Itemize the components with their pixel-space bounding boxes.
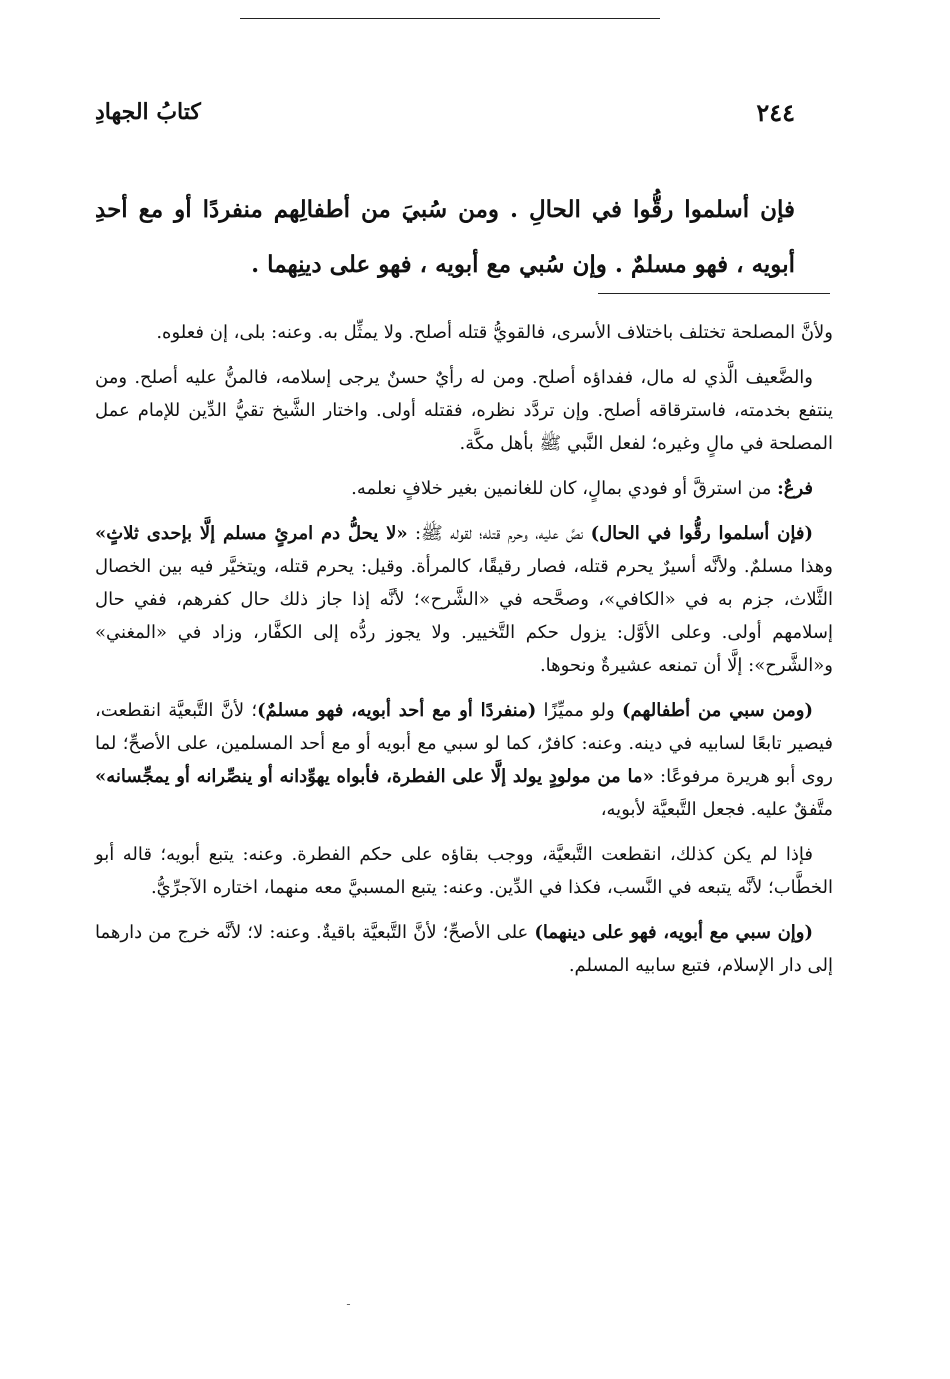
commentary-paragraph: فإذا لم يكن كذلك، انقطعت التَّبعيَّة، ووجب بقاؤه على حكم الفطرة. وعنه: يتبع أبويه؛ قاله أبو الخطَّاب؛ لأنَّه يتبعه في النَّسب، فكذا في الدِّين. وعنه: يتبع المسبيَّ معه منهما، اختاره الآجرِّيُّ. [95, 844, 833, 898]
page-header [95, 96, 795, 128]
scan-mark: ـ [347, 1297, 350, 1308]
branch-heading: فرعٌ: [777, 478, 813, 499]
header-rule [240, 18, 660, 19]
commentary-paragraph: ولأنَّ المصلحة تختلف باختلاف الأسرى، فالقويُّ قتله أصلح. ولا يمثِّل به. وعنه: بلى، إن فعلوه. [156, 322, 833, 343]
hadith-quote: «ما من مولودٍ يولد إلَّا على الفطرة، فأبواه يهوِّدانه أو ينصِّرانه أو يمجِّسانه» [95, 766, 654, 787]
main-text: فإن أسلموا رقُّوا في الحالِ . ومن سُبيَ من أطفالِهم منفردًا أو مع أحدِ أبويه ، فهو مسلمٌ . وإن سُبي مع أبويه ، فهو على دينِهما . [95, 196, 795, 278]
paragraph-text: ؛ لأنَّ التَّبعيَّة انقطعت، فيصير تابعًا لسابيه في دينه. وعنه: كافرٌ، كما لو سبي مع أبويه أو مع أحد المسلمين، على الأصحِّ؛ لما روى أبو هريرة مرفوعًا: [95, 700, 833, 787]
paragraph-text: على الأصحِّ؛ لأنَّ التَّبعيَّة باقيةٌ. وعنه: لا؛ لأنَّه خرج من دارهما إلى دار الإسلام، فتبع سابيه المسلم. [95, 922, 833, 976]
footnote-divider [598, 293, 830, 294]
paragraph-text: متَّفقٌ عليه. فجعل التَّبعيَّة لأبويه، [600, 799, 833, 820]
paragraph-text: نصَّ عليه، وحرم قتله؛ لقوله ﷺ: [407, 523, 591, 544]
paragraph-text: من استرقَّ أو فودي بمالٍ، كان للغانمين بغير خلافٍ نعلمه. [351, 478, 778, 499]
page-number: ٢٤٤ [756, 97, 795, 127]
commentary-paragraph [95, 916, 833, 982]
quoted-matn: (ومن سبي من أطفالهم) [621, 700, 813, 721]
quoted-matn: (فإن أسلموا رقُّوا في الحال) [590, 523, 813, 544]
quoted-matn: (وإن سبي مع أبويه، فهو على دينهما) [534, 922, 813, 943]
paragraph-text: وهذا مسلمٌ. ولأنَّه أسيرٌ يحرم قتله، فصار رقيقًا، كالمرأة. وقيل: يحرم قتله، ويتخيَّر فيه بين الخصال الثَّلاث، جزم به في «الكافي»، وصحَّحه في «الشَّرح»؛ لأنَّه إذا جاز ذلك حال كفرهم، ففي حال إسلامهم أولى. وعلى الأوَّل: يزول حكم التَّخيير. ولا يجوز ردُّه إلى الكفَّار، وزاد في «المغني» و«الشَّرح»: إلَّا أن تمنعه عشيرةٌ ونحوها. [95, 556, 833, 676]
commentary-paragraph [95, 694, 833, 826]
commentary [95, 316, 833, 994]
commentary-paragraph [95, 472, 833, 505]
quoted-matn: (منفردًا أو مع أحد أبويه، فهو مسلمٌ) [257, 700, 537, 721]
commentary-paragraph [95, 517, 833, 682]
hadith-quote: «لا يحلُّ دم امرئٍ مسلم إلَّا بإحدى ثلاثٍ» [95, 523, 408, 544]
book-title: كتابُ الجهادِ [95, 99, 201, 125]
paragraph-text: ولو مميِّزًا [536, 700, 622, 721]
commentary-paragraph: والضَّعيف الَّذي له مال، ففداؤه أصلح. ومن له رأيٌ حسنٌ يرجى إسلامه، فالمنُّ عليه أصلح. ومن ينتفع بخدمته، فاسترقاقه أصلح. وإن تردَّد نظره، فقتله أولى. واختار الشَّيخ تقيُّ الدِّين للإمام عمل المصلحة في مالٍ وغيره؛ لفعل النَّبي ﷺ بأهل مكَّة. [95, 367, 833, 454]
